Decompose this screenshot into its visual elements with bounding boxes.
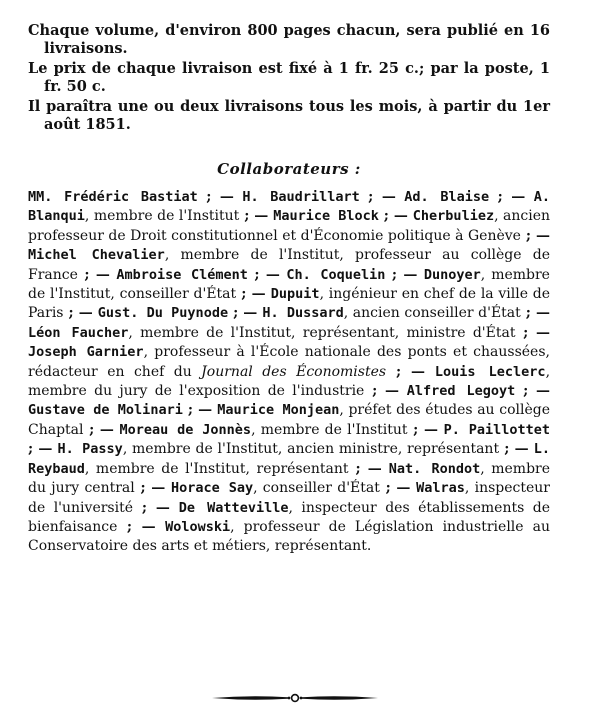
- collaborator-role: , conseiller d'État: [253, 480, 380, 497]
- separator: ; —: [379, 480, 417, 497]
- collaborator-name: Gustave de Molinari: [28, 402, 183, 419]
- separator: ; —: [239, 208, 274, 225]
- collaborator-name: Ambroise Clément: [116, 266, 248, 283]
- collaborator-role: , professeur de Législation industrielle au Conservatoire des arts et métiers, représentant.: [28, 518, 550, 555]
- collaborator-name: Nat. Rondot: [388, 460, 481, 477]
- separator: ; —: [407, 421, 444, 438]
- separator: ; —: [520, 305, 550, 322]
- collaborator-name: P. Paillottet: [443, 421, 550, 438]
- collaborator-role: , ancien conseiller d'État: [343, 305, 521, 322]
- collaborator-name: Ad. Blaise: [404, 189, 490, 205]
- collaborator-name: Ch. Coquelin: [286, 266, 386, 283]
- collaborator-role: , membre de l'Institut, représentant: [84, 460, 349, 477]
- separator: ; —: [117, 518, 166, 535]
- separator: ; —: [247, 266, 287, 283]
- separator: ; —: [348, 460, 389, 477]
- collaborators-heading: Collaborateurs :: [217, 160, 361, 178]
- collaborator-name: Dunoyer: [423, 266, 481, 283]
- collaborator-name: Walras: [416, 480, 465, 497]
- collaborator-name: Louis Leclerc: [434, 363, 546, 380]
- separator: ; —: [520, 227, 550, 244]
- collaborator-name: Michel Chevalier: [28, 247, 165, 264]
- collaborator-role: , membre de l'Institut: [251, 421, 408, 438]
- separator: ; —: [236, 286, 271, 303]
- collaborator-name: H. Dussard: [262, 305, 344, 322]
- notice-volume: Chaque volume, d'environ 800 pages chacun, sera publié en 16 livraisons.: [28, 22, 550, 57]
- separator: ; —: [77, 266, 117, 283]
- separator: ; —: [228, 305, 263, 322]
- collaborator-role: , membre du jury de l'exposition de l'industrie: [28, 363, 551, 400]
- collaborator-name: L. Reybaud: [28, 441, 550, 477]
- collaborator-role: , inspecteur des établissements de bienfaisance: [28, 499, 550, 535]
- collaborator-role: , ancien professeur de Droit constitutionnel et d'Économie politique à Genève: [28, 208, 550, 244]
- collaborator-name: Moreau de Jonnès: [119, 421, 252, 438]
- separator: ; —: [378, 208, 413, 225]
- notice-schedule: Il paraîtra une ou deux livraisons tous les mois, à partir du 1er août 1851.: [28, 98, 550, 133]
- notice-price: Le prix de chaque livraison est fixé à 1 fr. 25 c.; par la poste, 1 fr. 50 c.: [28, 60, 550, 95]
- collaborator-name: Alfred Legoyt: [406, 383, 516, 400]
- collaborator-role: , professeur à l'École nationale des ponts et chaussées, rédacteur en chef du: [28, 344, 550, 380]
- collaborator-role: , membre du jury central: [28, 460, 551, 497]
- collaborator-name: Wolowski: [165, 518, 231, 535]
- collaborator-role: , membre de l'Institut: [84, 208, 240, 225]
- collaborator-role: , préfet des études au collège Chaptal: [28, 402, 550, 438]
- collaborator-name: H. Passy: [57, 441, 123, 458]
- collaborators-list: [28, 188, 550, 557]
- separator: ; —: [83, 421, 120, 438]
- separator: ; —: [28, 441, 58, 458]
- fleuron-rule-icon: [210, 693, 380, 703]
- collaborator-name: H. Baudrillart: [242, 189, 360, 205]
- collaborator-role: , membre de l'Institut, représentant, ministre d'État: [128, 324, 516, 341]
- separator: ; —: [134, 480, 171, 497]
- separator: ; —: [197, 189, 243, 205]
- separator: ; —: [385, 266, 424, 283]
- separator: ; —: [182, 402, 218, 419]
- separator: ; —: [515, 383, 550, 400]
- separator: ; —: [364, 383, 407, 400]
- collaborator-name: Dupuit: [270, 286, 320, 303]
- separator: ; —: [515, 324, 551, 341]
- separator: ; —: [489, 189, 534, 205]
- separator: ; —: [386, 363, 435, 380]
- journal-title: Journal des Économistes: [201, 363, 387, 380]
- separator: ; —: [499, 441, 534, 458]
- collaborator-name: Gust. Du Puynode: [97, 305, 229, 322]
- collaborator-role: , membre de l'Institut, conseiller d'État: [28, 266, 550, 303]
- collaborator-name: De Watteville: [178, 499, 289, 516]
- separator: ; —: [359, 189, 405, 205]
- collaborator-role: , membre de l'Institut, professeur au collège de France: [28, 247, 550, 283]
- separator: ; —: [63, 305, 98, 322]
- collaborator-role: , membre de l'Institut, ancien ministre, représentant: [122, 441, 500, 458]
- collaborator-role: , ingénieur en chef de la ville de Paris: [28, 286, 550, 322]
- collaborator-name: Cherbuliez: [412, 208, 495, 225]
- collaborator-name: Joseph Garnier: [28, 344, 144, 361]
- collaborator-name: A. Blanqui: [28, 189, 551, 225]
- separator: ; —: [133, 499, 179, 516]
- collaborator-name: Horace Say: [171, 480, 254, 497]
- collaborator-role: , inspecteur de l'université: [28, 480, 550, 516]
- prospectus-page: [28, 22, 550, 557]
- collaborator-name: Maurice Monjean: [217, 402, 340, 419]
- collaborator-name: Maurice Block: [273, 208, 379, 225]
- collaborator-name: MM. Frédéric Bastiat: [28, 189, 198, 205]
- collaborator-name: Léon Faucher: [28, 324, 129, 341]
